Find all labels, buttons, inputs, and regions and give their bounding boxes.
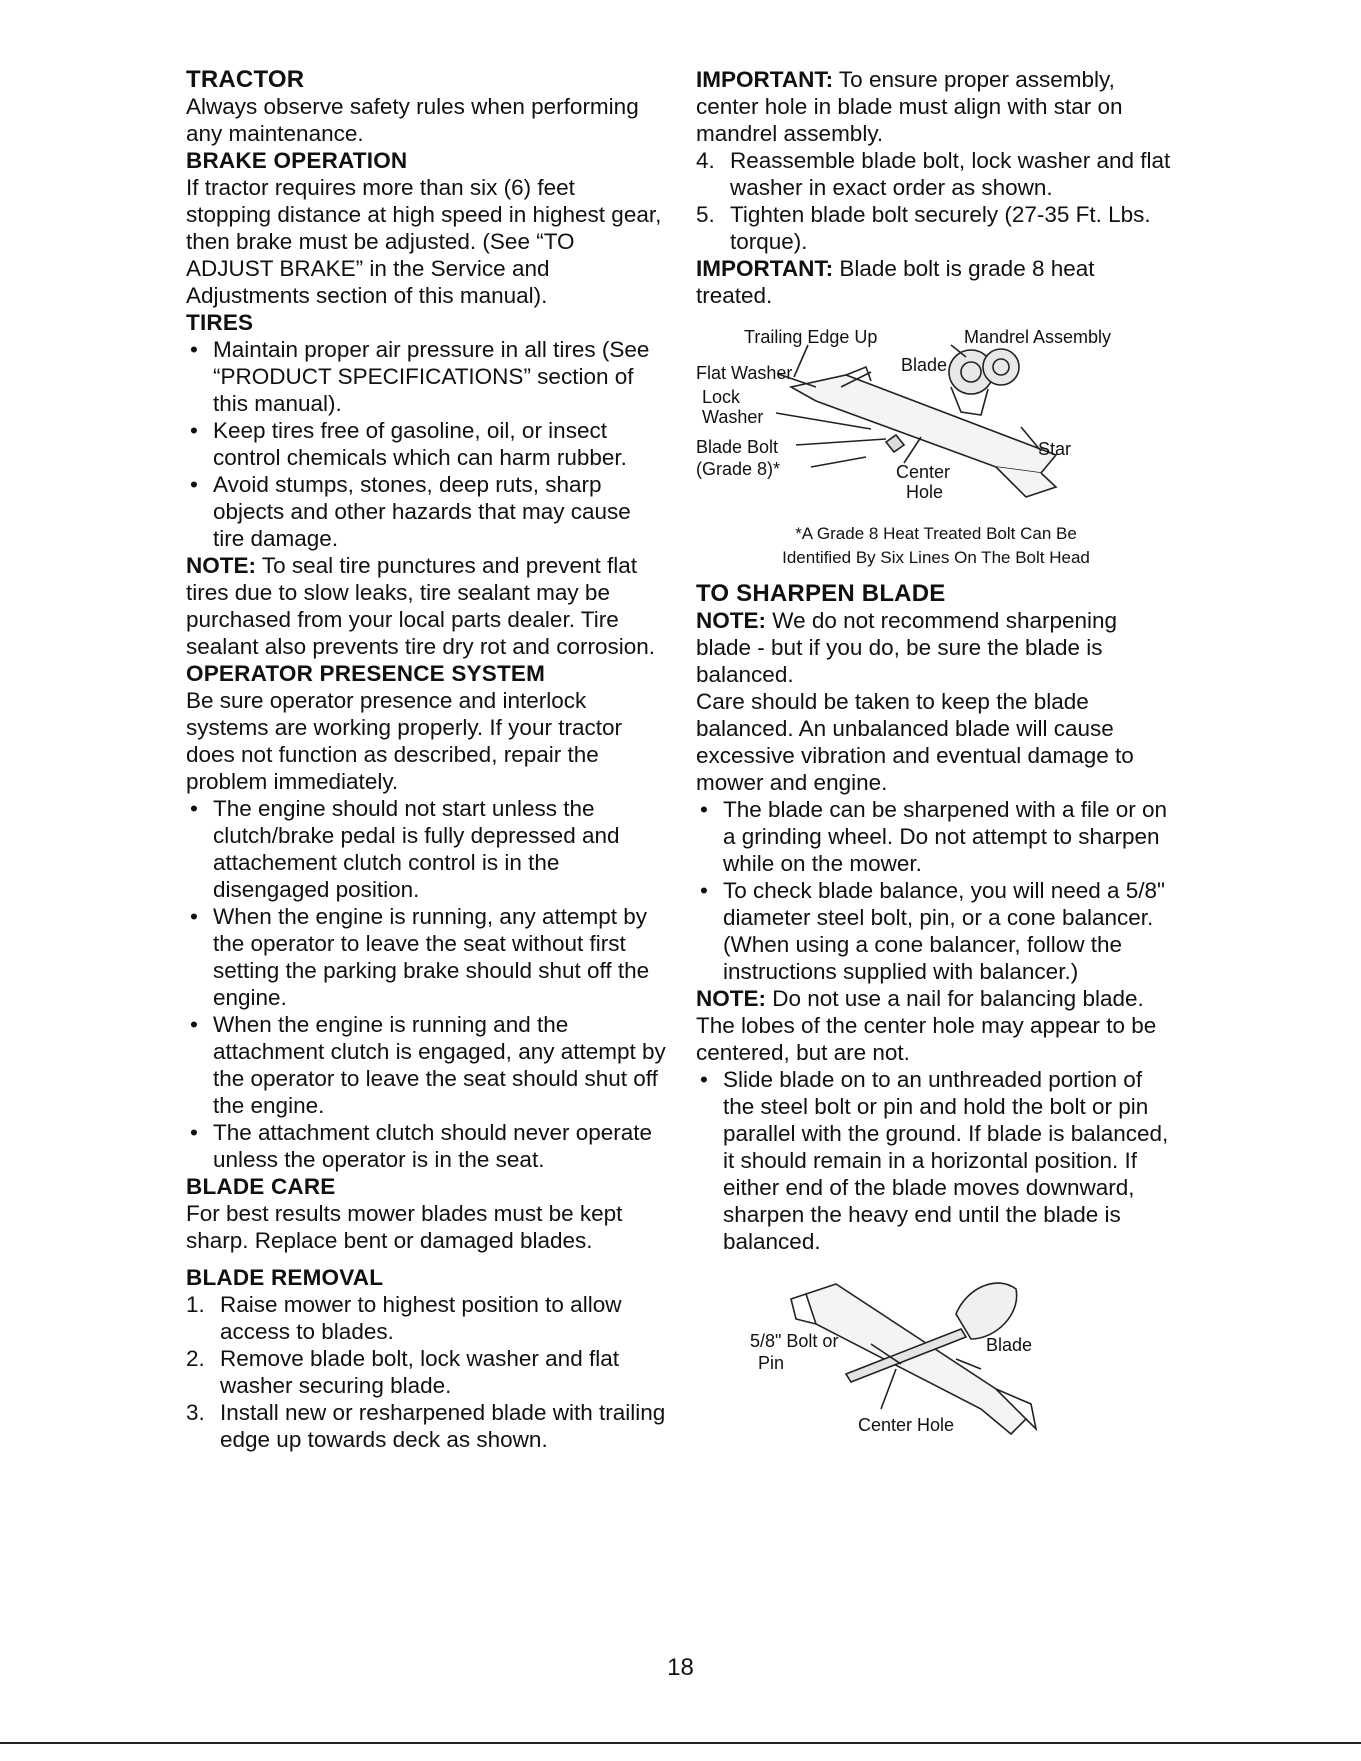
sharpen-note-1 (696, 607, 1176, 688)
step-text: Raise mower to highest position to allow access to blades. (220, 1292, 622, 1344)
blade-bolt-head (886, 435, 904, 452)
note-label: NOTE: (696, 986, 766, 1011)
blade-removal-heading: BLADE REMOVAL (186, 1265, 384, 1290)
blade-shape (791, 375, 1056, 473)
list-item (186, 1345, 666, 1399)
removal-steps (186, 1291, 666, 1453)
blade-assembly-figure (696, 317, 1176, 522)
step-number: 2. (186, 1346, 205, 1371)
sharpen-heading: TO SHARPEN BLADE (696, 580, 946, 607)
ops-heading: OPERATOR PRESENCE SYSTEM (186, 661, 546, 686)
label-blade-bolt: Blade Bolt (696, 437, 779, 457)
list-item (696, 201, 1176, 255)
list-item: • When the engine is running, any attempt by the operator to leave the seat without first setting the parking brake should shut off the engine. (186, 903, 666, 1011)
list-item: • The engine should not start unless the clutch/brake pedal is fully depressed and attachement clutch control is in the disengaged position. (186, 795, 666, 903)
tires-note (186, 552, 666, 660)
note-text: We do not recommend sharpening blade - but if you do, be sure the blade is balanced. (696, 608, 1118, 687)
label-grade8: (Grade 8)* (696, 459, 781, 479)
note-text: Do not use a nail for balancing blade. The lobes of the center hole may appear to be centered, but are not. (696, 986, 1157, 1065)
ops-list (186, 795, 666, 1173)
list-item (186, 1291, 666, 1345)
label-hole: Hole (906, 482, 944, 502)
tractor-heading: TRACTOR (186, 66, 305, 93)
label-flat-washer: Flat Washer (696, 363, 793, 383)
important-text: Blade bolt is grade 8 heat treated. (696, 256, 1095, 308)
leader-grade8 (811, 457, 866, 467)
step-text: Remove blade bolt, lock washer and flat washer securing blade. (220, 1346, 619, 1398)
leader-trailing (794, 345, 808, 377)
label-lock: Lock (702, 387, 741, 407)
list-item (186, 1399, 666, 1453)
step-number: 1. (186, 1292, 205, 1317)
brake-heading: BRAKE OPERATION (186, 148, 408, 173)
important-label: IMPORTANT: (696, 256, 834, 281)
list-item (696, 147, 1176, 201)
label-washer: Washer (702, 407, 764, 427)
label-pin: Pin (758, 1353, 785, 1373)
blade-care-text: For best results mower blades must be kept sharp. Replace bent or damaged blades. (186, 1201, 623, 1253)
step-number: 3. (186, 1400, 205, 1425)
note-text: To seal tire punctures and prevent flat tires due to slow leaks, tire sealant may be purchased from your local parts dealer. Tire sealant also prevents tire dry rot and corrosion. (186, 553, 655, 659)
bottom-rule (0, 1742, 1361, 1744)
important-text: To ensure proper assembly, center hole in blade must align with star on mandrel assembly. (696, 67, 1123, 146)
ops-text: Be sure operator presence and interlock systems are working properly. If your tractor does not function as described, repair the problem immediately. (186, 688, 622, 794)
left-column (186, 66, 666, 1453)
label-blade: Blade (901, 355, 948, 375)
step-number: 4. (696, 148, 715, 173)
mandrel-pulley (983, 349, 1019, 385)
assembly-steps (696, 147, 1176, 255)
tires-heading: TIRES (186, 310, 254, 335)
sharpen-note-2 (696, 985, 1176, 1066)
list-item: • Keep tires free of gasoline, oil, or insect control chemicals which can harm rubber. (186, 417, 666, 471)
important-label: IMPORTANT: (696, 67, 834, 92)
list-item: • Maintain proper air pressure in all tires (See “PRODUCT SPECIFICATIONS” section of this manual). (186, 336, 666, 417)
list-item: • When the engine is running and the attachment clutch is engaged, any attempt by the operator to leave the seat should shut off the engine. (186, 1011, 666, 1119)
list-item: • The blade can be sharpened with a file or on a grinding wheel. Do not attempt to sharpen while on the mower. (696, 796, 1176, 877)
label-bolt-or: 5/8" Bolt or (750, 1331, 839, 1351)
important-note-1 (696, 66, 1176, 147)
hand-shape (956, 1283, 1017, 1339)
step-text: Install new or resharpened blade with trailing edge up towards deck as shown. (220, 1400, 666, 1452)
note-label: NOTE: (696, 608, 766, 633)
list-item: • To check blade balance, you will need a 5/8" diameter steel bolt, pin, or a cone balancer. (When using a cone balancer, follow the instructions supplied with balancer.) (696, 877, 1176, 985)
label-center-hole: Center Hole (858, 1415, 955, 1435)
tractor-text: Always observe safety rules when performing any maintenance. (186, 94, 639, 146)
leader-center-hole (904, 437, 921, 463)
blade-balance-figure (696, 1269, 1176, 1459)
figure-caption-line-2: Identified By Six Lines On The Bolt Head (782, 548, 1090, 567)
page-number: 18 (667, 1654, 694, 1681)
label-center: Center (896, 462, 951, 482)
blade-tip (996, 467, 1056, 497)
tires-list (186, 336, 666, 552)
label-blade: Blade (986, 1335, 1033, 1355)
leader-center-hole (881, 1369, 896, 1409)
right-column (696, 66, 1176, 1459)
leader-blade-bolt (796, 439, 886, 445)
step-number: 5. (696, 202, 715, 227)
label-star: Star (1038, 439, 1072, 459)
list-item: • Slide blade on to an unthreaded portion of the steel bolt or pin and hold the bolt or pin parallel with the ground. If blade is balanced, it should remain in a horizontal position. If either end of the blade moves downward, sharpen the heavy end until the blade is balanced. (696, 1066, 1176, 1255)
label-mandrel-assembly: Mandrel Assembly (964, 327, 1112, 347)
figure-caption-line-1: *A Grade 8 Heat Treated Bolt Can Be (795, 524, 1077, 543)
label-trailing-edge-up: Trailing Edge Up (744, 327, 878, 347)
step-text: Reassemble blade bolt, lock washer and flat washer in exact order as shown. (730, 148, 1171, 200)
care-text: Care should be taken to keep the blade balanced. An unbalanced blade will cause excessive vibration and eventual damage to mower and engine. (696, 689, 1134, 795)
note-label: NOTE: (186, 553, 256, 578)
step-text: Tighten blade bolt securely (27-35 Ft. Lbs. torque). (730, 202, 1151, 254)
brake-text: If tractor requires more than six (6) feet stopping distance at high speed in highest gear, then brake must be adjusted. (See “TO ADJUST BRAKE” in the Service and Adjustments section of this manual). (186, 175, 662, 308)
blade-care-heading: BLADE CARE (186, 1174, 336, 1199)
sharpen-list (696, 796, 1176, 985)
list-item: • Avoid stumps, stones, deep ruts, sharp objects and other hazards that may cause tire damage. (186, 471, 666, 552)
balance-list (696, 1066, 1176, 1255)
list-item: • The attachment clutch should never operate unless the operator is in the seat. (186, 1119, 666, 1173)
important-note-2 (696, 255, 1176, 309)
